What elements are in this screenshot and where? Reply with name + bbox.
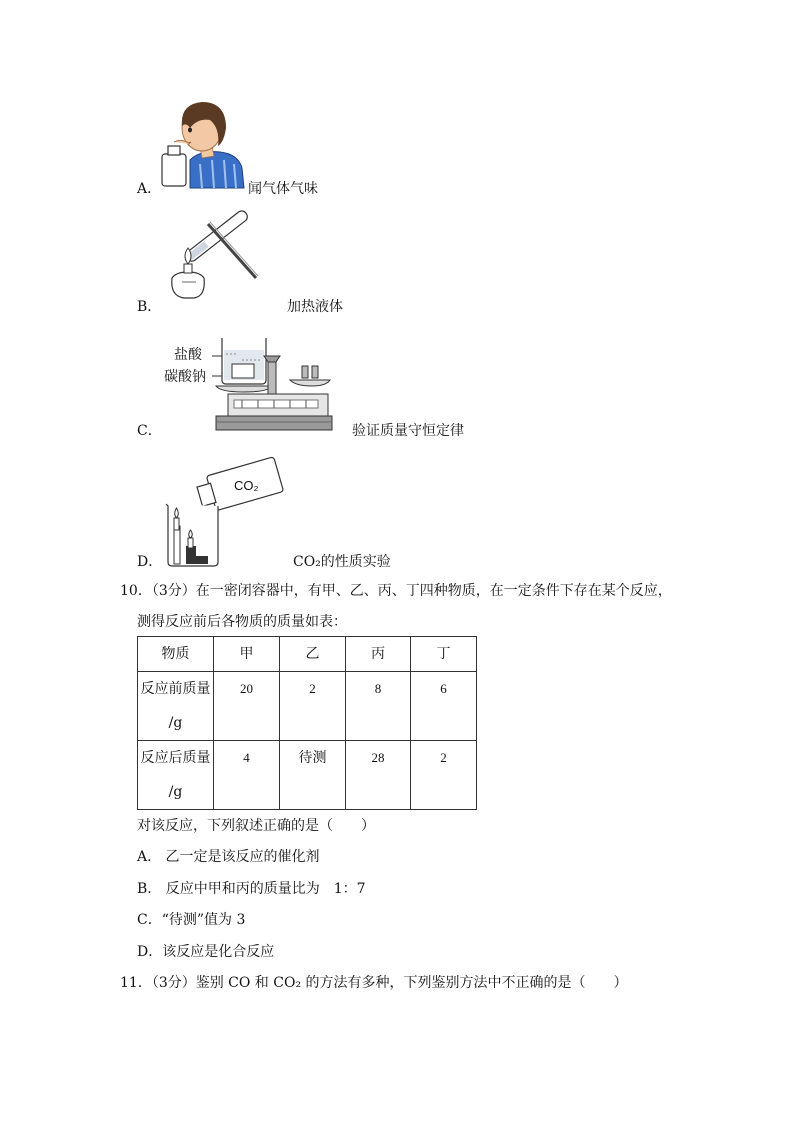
choice-d: D．该反应是化合反应 [137,944,275,960]
choice-b: B. 反应中甲和丙的质量比为 1：7 [137,881,366,897]
label-hydrochloric-acid: 盐酸 [174,347,202,363]
mass-table [137,636,477,810]
table-header-cell: 物质 [138,637,214,672]
table-cell: 20 [214,672,280,741]
table-cell: 6 [411,672,477,741]
table-row [138,672,477,741]
row-label-top: 反应后质量 [140,750,211,766]
row-label-top: 反应前质量 [140,681,211,697]
table-row [138,741,477,810]
question-10-stem-line1: 10．（3分）在一密闭容器中，有甲、乙、丙、丁四种物质，在一定条件下存在某个反应， [120,583,672,599]
co2-experiment-illustration [164,456,286,568]
table-row-label [138,672,214,741]
co2-bottle-label: CO₂ [234,478,259,493]
balance-illustration [212,336,334,436]
row-label-unit: /g [168,715,183,731]
table-header-cell: 乙 [280,637,346,672]
label-sodium-carbonate: 碳酸钠 [164,369,206,385]
table-header-cell: 丁 [411,637,477,672]
choice-c: C．“待测”值为 3 [137,912,246,928]
table-cell: 28 [346,741,411,810]
table-header-row [138,637,477,672]
smelling-gas-illustration [160,98,250,190]
table-header-cell: 甲 [214,637,280,672]
table-header-cell: 丙 [346,637,411,672]
row-label-unit: /g [168,784,183,800]
option-c-letter: C． [137,423,162,439]
option-c-caption: 验证质量守恒定律 [352,423,464,439]
question-10-stem-line2: 测得反应前后各物质的质量如表： [137,614,347,630]
option-d-caption: CO₂的性质实验 [293,554,391,570]
option-a-letter: A． [137,181,162,197]
table-cell: 待测 [280,741,346,810]
choice-a: A. 乙一定是该反应的催化剂 [137,849,320,865]
option-b-caption: 加热液体 [287,299,343,315]
option-a-caption: 闻气体气味 [248,181,318,197]
heating-liquid-illustration [160,212,260,300]
option-b-letter: B． [137,299,162,315]
table-row-label [138,741,214,810]
table-cell: 2 [280,672,346,741]
option-d-letter: D． [137,554,163,570]
question-10-prompt: 对该反应，下列叙述正确的是（ ） [137,818,375,834]
table-cell: 4 [214,741,280,810]
table-cell: 2 [411,741,477,810]
table-cell: 8 [346,672,411,741]
question-11-stem: 11．（3分）鉴别 CO 和 CO₂ 的方法有多种，下列鉴别方法中不正确的是（ ） [120,975,628,991]
